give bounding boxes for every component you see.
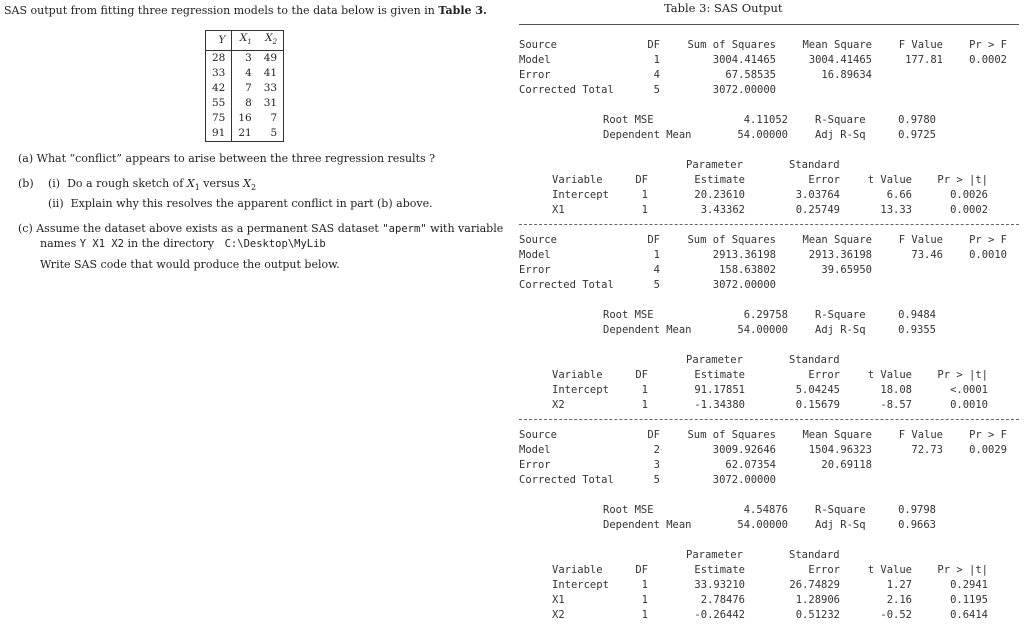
header-x2: $X_2$ [258,31,284,51]
param-cell: 0.2941 [950,579,988,591]
anova-cell: Corrected Total [519,84,614,96]
data-cell: 42 [212,82,226,95]
anova-header: F Value [898,234,943,246]
root-mse-value: 6.29758 [743,309,788,321]
root-mse-value: 4.11052 [743,114,788,126]
data-cell: 5 [270,127,278,140]
param-header: Variable [552,564,603,576]
anova-cell: 5 [653,474,660,486]
param-cell: 0.1195 [950,594,988,606]
param-header: Parameter [686,159,743,171]
header-x1: $X_1$ [232,31,258,51]
data-cell: 75 [212,112,226,125]
data-cell: 33 [263,82,278,95]
anova-cell: 1 [653,54,660,66]
data-table-row [206,66,284,81]
param-header: Pr > |t| [937,564,988,576]
param-cell: <.0001 [950,384,988,396]
param-cell: 1.28906 [795,594,840,606]
param-cell: 1 [641,594,648,606]
param-cell: -1.34380 [694,399,745,411]
model-separator-2 [519,419,1019,420]
fit-label: Root MSE [603,309,654,321]
param-cell: Intercept [552,189,609,201]
param-cell: Intercept [552,579,609,591]
param-header: Error [808,564,840,576]
param-cell: -0.26442 [694,609,745,621]
title-rule [519,24,1019,25]
param-header: Error [808,174,840,186]
param-header: Pr > |t| [937,174,988,186]
dep-mean-value: 54.00000 [737,519,788,531]
param-cell: 33.93210 [694,579,745,591]
fit-label: R-Square [815,114,866,126]
anova-cell: Error [519,69,551,81]
model-separator-1 [519,224,1019,225]
data-table-header [206,31,284,51]
anova-cell: 2913.36198 [808,249,872,261]
anova-header: Pr > F [969,39,1007,51]
param-header: Variable [552,174,603,186]
anova-cell: 16.89634 [821,69,872,81]
data-cell: 41 [263,67,278,80]
anova-cell: 3072.00000 [712,279,776,291]
param-cell: X2 [552,399,565,411]
r-square-value: 0.9484 [898,309,936,321]
intro-text: SAS output from fitting three regression models to the data below is given in Table 3. [4,4,487,17]
fit-label: R-Square [815,504,866,516]
param-cell: 0.6414 [950,609,988,621]
question-a: (a) What “conflict” appears to arise between the three regression results ? [18,152,436,165]
param-cell: 2.16 [886,594,912,606]
adj-r-sq-value: 0.9663 [898,519,936,531]
param-cell: 91.17851 [694,384,745,396]
data-cell: 91 [212,127,226,140]
table-title: Table 3: SAS Output [664,1,783,15]
data-table-row [206,96,284,111]
dep-mean-value: 54.00000 [737,324,788,336]
data-cell: 3 [232,51,258,67]
param-header: Variable [552,369,603,381]
anova-header: Sum of Squares [687,39,776,51]
param-cell: 20.23610 [694,189,745,201]
anova-header: Source [519,39,557,51]
data-cell: 4 [232,66,258,81]
data-cell: 16 [232,111,258,126]
adj-r-sq-value: 0.9355 [898,324,936,336]
question-c-line2: names Y X1 X2 in the directory C:\Desktop\MyLib [40,237,326,250]
param-cell: 0.15679 [795,399,840,411]
anova-cell: 3009.92646 [712,444,776,456]
data-cell: 8 [232,96,258,111]
param-header: Standard [789,159,840,171]
anova-cell: 1504.96323 [808,444,872,456]
header-y: Y [206,31,232,51]
param-cell: 1 [641,189,648,201]
anova-cell: 72.73 [911,444,943,456]
anova-cell: 62.07354 [725,459,776,471]
anova-cell: Corrected Total [519,279,614,291]
anova-header: Source [519,234,557,246]
param-cell: 5.04245 [795,384,840,396]
root-mse-value: 4.54876 [743,504,788,516]
dep-mean-value: 54.00000 [737,129,788,141]
anova-cell: 0.0029 [969,444,1007,456]
fit-label: Dependent Mean [603,129,692,141]
param-header: Parameter [686,549,743,561]
param-header: Pr > |t| [937,369,988,381]
anova-header: Source [519,429,557,441]
anova-cell: Model [519,444,551,456]
anova-header: Sum of Squares [687,429,776,441]
anova-cell: Error [519,264,551,276]
anova-cell: 73.46 [911,249,943,261]
anova-cell: 67.58535 [725,69,776,81]
anova-cell: Model [519,54,551,66]
anova-cell: 3004.41465 [712,54,776,66]
anova-cell: 5 [653,279,660,291]
param-header: DF [635,174,648,186]
data-table-row [206,126,284,142]
data-cell: 7 [232,81,258,96]
anova-cell: 177.81 [905,54,943,66]
param-cell: 0.25749 [795,204,840,216]
param-header: DF [635,369,648,381]
anova-header: Pr > F [969,429,1007,441]
param-cell: 1 [641,399,648,411]
data-cell: 55 [212,97,226,110]
anova-cell: 39.65950 [821,264,872,276]
anova-header: Sum of Squares [687,234,776,246]
fit-label: Adj R-Sq [815,519,866,531]
anova-header: Mean Square [802,234,872,246]
param-header: Parameter [686,354,743,366]
param-cell: 1.27 [886,579,912,591]
anova-cell: 158.63802 [719,264,776,276]
anova-cell: 3004.41465 [808,54,872,66]
param-header: t Value [867,369,912,381]
data-cell: 28 [212,52,226,65]
param-header: Standard [789,549,840,561]
anova-cell: 3 [653,459,660,471]
param-header: t Value [867,174,912,186]
param-header: Estimate [694,174,745,186]
param-header: Error [808,369,840,381]
question-c-line1: (c) Assume the dataset above exists as a permanent SAS dataset "aperm" with variable [18,222,504,235]
r-square-value: 0.9798 [898,504,936,516]
param-cell: X2 [552,609,565,621]
data-table-row [206,51,284,67]
param-cell: 0.0026 [950,189,988,201]
anova-cell: 20.69118 [821,459,872,471]
anova-header: DF [647,429,660,441]
anova-cell: 5 [653,84,660,96]
data-cell: 33 [212,67,226,80]
anova-cell: 4 [653,264,660,276]
param-cell: 6.66 [886,189,912,201]
anova-header: DF [647,39,660,51]
param-cell: 0.0002 [950,204,988,216]
anova-header: Mean Square [802,39,872,51]
anova-cell: 2913.36198 [712,249,776,261]
fit-label: Adj R-Sq [815,324,866,336]
data-table-row [206,111,284,126]
fit-label: R-Square [815,309,866,321]
param-header: t Value [867,564,912,576]
param-cell: 3.03764 [795,189,840,201]
question-b-label: (b) [18,177,34,190]
param-cell: -0.52 [880,609,912,621]
param-cell: X1 [552,204,565,216]
r-square-value: 0.9780 [898,114,936,126]
question-c-line3: Write SAS code that would produce the output below. [40,258,340,271]
param-cell: 26.74829 [789,579,840,591]
anova-cell: 0.0002 [969,54,1007,66]
param-cell: 13.33 [880,204,912,216]
data-cell: 31 [263,97,278,110]
param-header: Estimate [694,369,745,381]
anova-cell: Corrected Total [519,474,614,486]
param-cell: X1 [552,594,565,606]
adj-r-sq-value: 0.9725 [898,129,936,141]
param-cell: 2.78476 [700,594,745,606]
param-cell: 1 [641,609,648,621]
anova-cell: 3072.00000 [712,474,776,486]
data-cell: 7 [270,112,278,125]
anova-cell: Model [519,249,551,261]
param-cell: 0.51232 [795,609,840,621]
anova-cell: 1 [653,249,660,261]
question-b-ii: (ii) Explain why this resolves the apparent conflict in part (b) above. [48,197,433,210]
anova-cell: Error [519,459,551,471]
param-cell: 18.08 [880,384,912,396]
anova-header: F Value [898,39,943,51]
param-header: DF [635,564,648,576]
anova-header: DF [647,234,660,246]
data-table [205,30,284,142]
param-cell: 3.43362 [700,204,745,216]
anova-header: Pr > F [969,234,1007,246]
fit-label: Root MSE [603,504,654,516]
param-header: Standard [789,354,840,366]
param-header: Estimate [694,564,745,576]
param-cell: Intercept [552,384,609,396]
param-cell: 1 [641,384,648,396]
anova-cell: 3072.00000 [712,84,776,96]
data-cell: 21 [232,126,258,142]
param-cell: -8.57 [880,399,912,411]
data-cell: 49 [263,52,278,65]
param-cell: 1 [641,204,648,216]
data-table-row [206,81,284,96]
fit-label: Root MSE [603,114,654,126]
anova-cell: 0.0010 [969,249,1007,261]
question-b-i: (i) Do a rough sketch of $X_1$ versus $X_2$ [48,177,257,193]
param-cell: 1 [641,579,648,591]
param-cell: 0.0010 [950,399,988,411]
anova-header: Mean Square [802,429,872,441]
fit-label: Dependent Mean [603,324,692,336]
fit-label: Adj R-Sq [815,129,866,141]
anova-cell: 4 [653,69,660,81]
fit-label: Dependent Mean [603,519,692,531]
anova-cell: 2 [653,444,660,456]
anova-header: F Value [898,429,943,441]
